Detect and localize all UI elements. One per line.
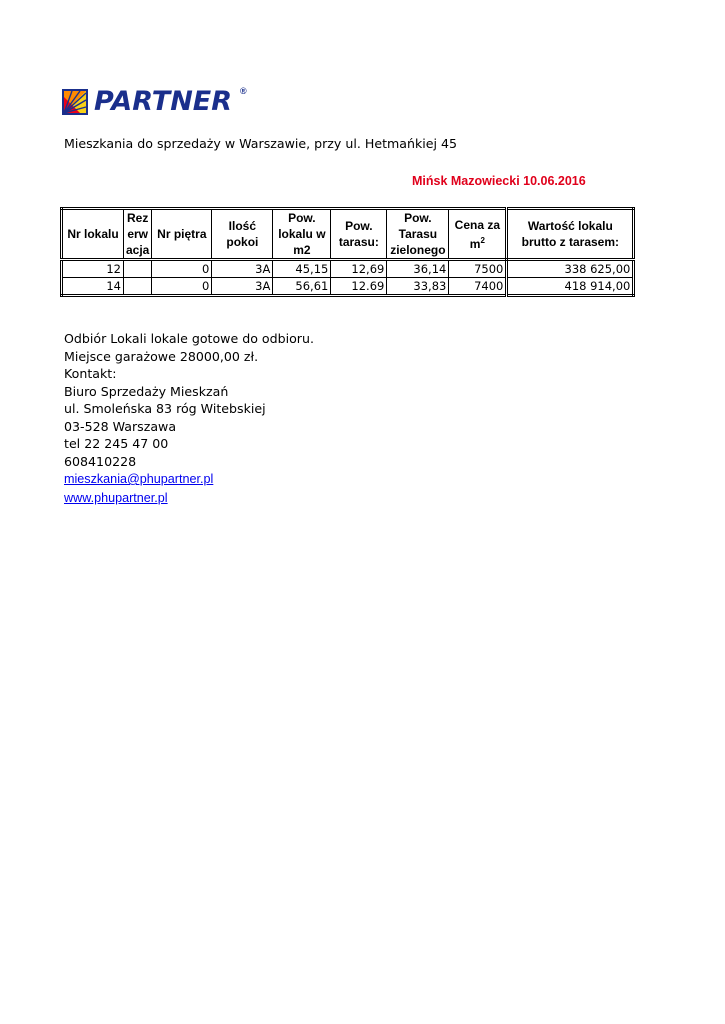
cell-rezerwacja [124,260,152,278]
place-date: Mińsk Mazowiecki 10.06.2016 [412,174,586,188]
header-nr-pietra: Nr piętra [152,209,212,260]
cell-pow-lokalu: 56,61 [273,278,331,296]
table-row [62,278,634,296]
cell-pow-tarasu-zielonego: 33,83 [387,278,449,296]
cell-pow-tarasu-zielonego: 36,14 [387,260,449,278]
website-link[interactable]: www.phupartner.pl [64,490,168,505]
cell-wartosc: 418 914,00 [507,278,634,296]
cell-cena-m2: 7500 [449,260,507,278]
page-subtitle: Mieszkania do sprzedaży w Warszawie, przy ul. Hetmańkiej 45 [64,136,458,151]
cell-ilosc-pokoi: 3A [212,278,273,296]
cell-nr-pietra: 0 [152,260,212,278]
logo-wordmark: PARTNER [94,86,233,117]
info-garaz: Miejsce garażowe 28000,00 zł. [64,348,259,364]
header-wartosc: Wartość lokalu brutto z tarasem: [507,209,634,260]
cell-pow-tarasu: 12.69 [331,278,387,296]
sun-logo-icon [62,89,88,115]
partner-logo [62,86,252,118]
header-ilosc-pokoi: Ilość pokoi [212,209,273,260]
info-tel: tel 22 245 47 00 [64,436,169,451]
header-nr-lokalu: Nr lokalu [62,209,124,260]
header-cena-m2: Cena za $m^2$ [449,209,507,260]
cell-nr-pietra: 0 [152,278,212,296]
header-rezerwacja: Rez erw acja [124,209,152,260]
info-ulica: ul. Smoleńska 83 róg Witebskiej [64,401,266,416]
contact-info [64,330,314,507]
info-kod: 03-528 Warszawa [64,418,177,434]
table-header-row [62,209,634,260]
cell-nr-lokalu: 12 [62,260,124,278]
email-link[interactable]: mieszkania@phupartner.pl [64,472,214,486]
cell-nr-lokalu: 14 [62,278,124,296]
info-tel2: 608410228 [64,453,137,469]
cell-wartosc: 338 625,00 [507,260,634,278]
cell-rezerwacja [124,278,152,296]
info-odbior: Odbiór Lokali lokale gotowe do odbioru. [64,331,314,346]
cell-cena-m2: 7400 [449,278,507,296]
header-pow-lokalu: Pow. lokalu w m2 [273,209,331,260]
cell-pow-lokalu: 45,15 [273,260,331,278]
info-biuro: Biuro Sprzedaży Mieskzań [64,383,229,399]
table-row [62,260,634,278]
header-pow-tarasu: Pow. tarasu: [331,209,387,260]
cell-ilosc-pokoi: 3A [212,260,273,278]
apartments-table [60,207,635,297]
cell-pow-tarasu: 12,69 [331,260,387,278]
registered-mark: ® [240,86,247,96]
header-pow-tarasu-zielonego: Pow. Tarasu zielonego [387,209,449,260]
info-kontakt: Kontakt: [64,366,117,381]
